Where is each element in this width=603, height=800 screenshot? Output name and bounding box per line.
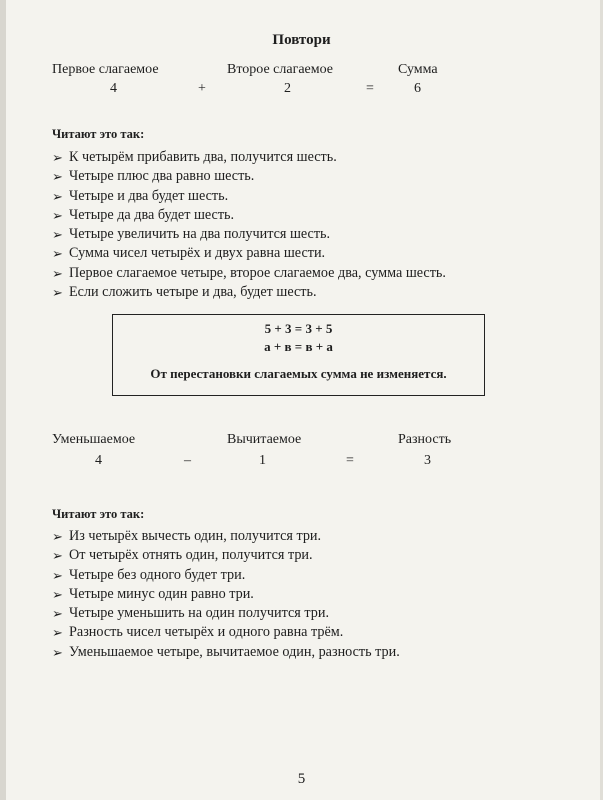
addend2-label: Второе слагаемое	[227, 62, 333, 77]
checkmark-icon: ➢	[52, 586, 63, 602]
list-item: ➢ От четырёх отнять один, получится три.	[52, 546, 400, 565]
checkmark-icon: ➢	[52, 265, 63, 281]
list-item: ➢ Четыре без одного будет три.	[52, 566, 400, 585]
page-number: 5	[297, 771, 306, 787]
subtraction-reading-heading: Читают это так:	[52, 507, 145, 521]
list-item: ➢ К четырём прибавить два, получится шесть.	[52, 148, 446, 167]
list-item: ➢ Четыре да два будет шесть.	[52, 206, 446, 225]
subtrahend-value: 1	[259, 453, 266, 468]
list-item: ➢ Первое слагаемое четыре, второе слагаемое два, сумма шесть.	[52, 264, 446, 283]
list-item: ➢ Сумма чисел четырёх и двух равна шести.	[52, 244, 446, 263]
equals-sign: =	[366, 81, 374, 96]
checkmark-icon: ➢	[52, 606, 63, 622]
checkmark-icon: ➢	[52, 227, 63, 243]
minuend-value: 4	[95, 453, 102, 468]
checkmark-icon: ➢	[52, 188, 63, 204]
checkmark-icon: ➢	[52, 207, 63, 223]
addend2-value: 2	[284, 81, 291, 96]
minus-sign: –	[184, 453, 191, 468]
difference-value: 3	[424, 453, 431, 468]
checkmark-icon: ➢	[52, 529, 63, 544]
rule-formula-letters: а + в = в + а	[264, 339, 333, 354]
addition-reading-list	[52, 148, 446, 302]
checkmark-icon: ➢	[52, 169, 63, 185]
checkmark-icon: ➢	[52, 246, 63, 262]
rule-statement: От перестановки слагаемых сумма не изменяется.	[150, 366, 447, 381]
page-title: Повтори	[272, 32, 331, 48]
list-item: ➢ Четыре и два будет шесть.	[52, 187, 446, 206]
checkmark-icon: ➢	[52, 625, 63, 641]
checkmark-icon: ➢	[52, 548, 63, 564]
checkmark-icon: ➢	[52, 285, 63, 301]
minuend-label: Уменьшаемое	[52, 432, 136, 447]
checkmark-icon: ➢	[52, 150, 63, 165]
subtrahend-label: Вычитаемое	[227, 432, 302, 447]
rule-formula-numeric: 5 + 3 = 3 + 5	[264, 321, 333, 336]
equals-sign: =	[346, 453, 354, 468]
plus-sign: +	[198, 81, 206, 96]
list-item: ➢ Уменьшаемое четыре, вычитаемое один, разность три.	[52, 643, 400, 662]
list-item: ➢ Если сложить четыре и два, будет шесть.	[52, 283, 446, 302]
list-item: ➢ Из четырёх вычесть один, получится три.	[52, 527, 400, 546]
list-item: ➢ Четыре уменьшить на один получится три.	[52, 604, 400, 623]
page-edge-left	[0, 0, 6, 800]
difference-label: Разность	[398, 432, 452, 447]
addend1-value: 4	[110, 81, 117, 96]
list-item: ➢ Четыре увеличить на два получится шесть.	[52, 225, 446, 244]
checkmark-icon: ➢	[52, 644, 63, 660]
list-item: ➢ Разность чисел четырёх и одного равна трём.	[52, 623, 400, 642]
addition-reading-heading: Читают это так:	[52, 127, 145, 141]
commutative-rule-box	[112, 314, 485, 396]
list-item: ➢ Четыре плюс два равно шесть.	[52, 167, 446, 186]
subtraction-reading-list	[52, 527, 400, 662]
checkmark-icon: ➢	[52, 567, 63, 583]
sum-value: 6	[414, 81, 421, 96]
addend1-label: Первое слагаемое	[52, 62, 159, 77]
list-item: ➢ Четыре минус один равно три.	[52, 585, 400, 604]
sum-label: Сумма	[398, 62, 438, 77]
